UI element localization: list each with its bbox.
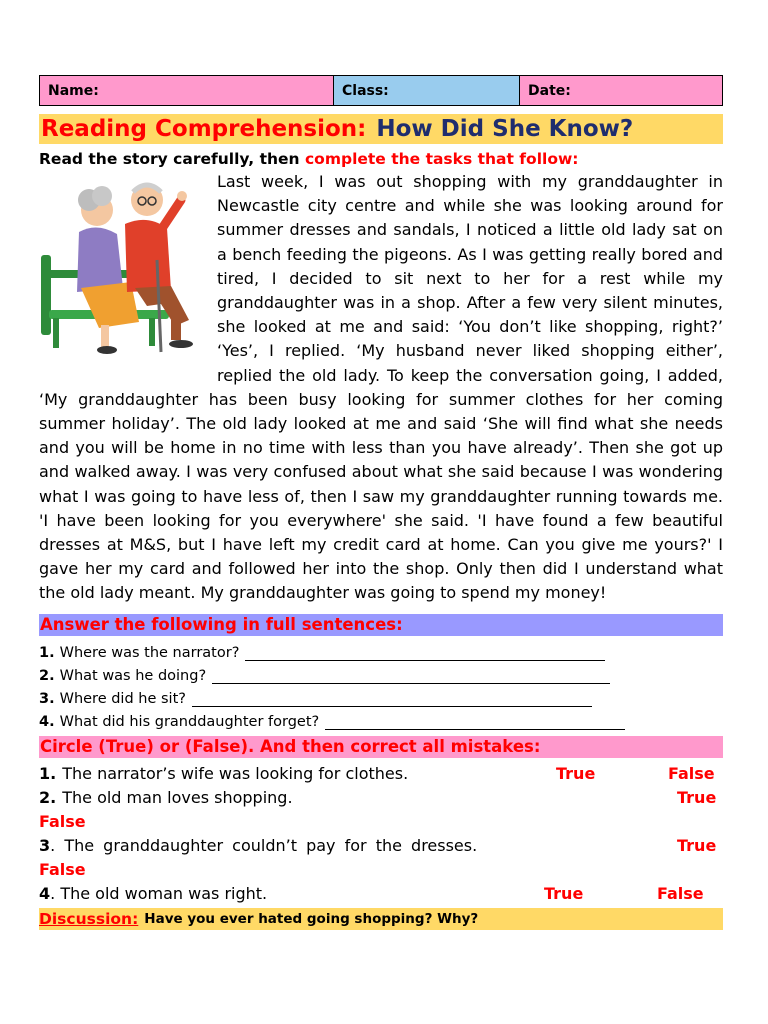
elderly-couple-illustration [39,170,211,360]
student-info-table [39,75,723,106]
true-option[interactable]: True [556,764,596,784]
true-option[interactable]: True [677,836,717,856]
question-number: 2. [39,667,55,684]
section2-title: Circle (True) or (False). And then correct all mistakes: [40,737,541,757]
statement-number: 4 [39,884,51,904]
worksheet [39,75,723,930]
question-number: 4. [39,713,55,730]
question-text: What was he doing? [59,667,207,684]
date-field[interactable] [520,76,722,105]
true-option[interactable]: True [677,788,717,808]
page-title [39,114,723,144]
discussion-label: Discussion: [39,909,139,928]
class-label: Class: [342,82,389,99]
statement-number: 1. [39,764,57,784]
list-item [39,882,723,906]
class-field[interactable] [334,76,520,105]
title-part2: How Did She Know? [376,116,634,142]
name-field[interactable] [40,76,334,105]
list-item [39,834,723,858]
false-option[interactable]: False [39,812,86,832]
statement-number: 3 [39,836,51,856]
list-item [39,638,723,661]
answer-line[interactable] [325,715,625,730]
discussion-question: Have you ever hated going shopping? Why? [144,910,479,927]
discussion-bar [39,908,723,930]
section-full-sentences-header [39,614,723,636]
question-list [39,638,723,730]
list-item [39,684,723,707]
title-part1: Reading Comprehension: [41,116,367,142]
statement-text: The narrator’s wife was looking for clothes. [62,764,409,784]
false-option[interactable]: False [39,860,86,880]
date-label: Date: [528,82,571,99]
list-item [39,762,723,786]
list-item [39,786,723,810]
false-option[interactable]: False [668,764,715,784]
statement-text: . The old woman was right. [50,884,268,904]
false-option[interactable]: False [657,884,704,904]
question-text: Where was the narrator? [59,644,240,661]
story-section [39,170,723,606]
section1-title: Answer the following in full sentences: [40,615,403,635]
name-label: Name: [48,82,99,99]
statement-text: . The granddaughter couldn’t pay for the dresses. [50,836,478,856]
story-body: Last week, I was out shopping with my granddaughter in Newcastle city centre and while she was looking around for summer dresses and sandals, I noticed a little old lady sat on a bench feeding the pigeons. As I was getting really bored and tired, I decided to sit next to her for a rest while my granddaughter was in a shop. After a few very silent minutes, she looked at me and said: ‘You don’t like shopping, right?’ ‘Yes’, I replied. ‘My husband never liked shopping either’, replied the old lady. To keep the conversation going, I added, ‘My granddaughter has been busy looking for summer clothes for her coming summer holiday’. The old lady looked at me and said ‘She will find what she needs and you will be home in no time with less than you have already’. Then she got up and walked away. I was very confused about what she said because I was wondering what I was going to have less of, then I saw my granddaughter running towards me. 'I have been looking for you everywhere' she said. 'I have found a few beautiful dresses at M&S, but I have left my credit card at home. Can you give me yours?' I gave her my card and followed her into the shop. Only then did I understand what the old lady meant. My granddaughter was going to spend my money! [39,172,723,603]
instructions-part1: Read the story carefully, then [39,150,300,168]
list-item [39,661,723,684]
instructions-part2: complete the tasks that follow: [304,150,579,168]
list-item [39,707,723,730]
question-number: 3. [39,690,55,707]
question-text: What did his granddaughter forget? [59,713,320,730]
statement-text: The old man loves shopping. [62,788,293,808]
answer-line[interactable] [212,669,610,684]
question-text: Where did he sit? [59,690,186,707]
question-number: 1. [39,644,55,661]
statement-number: 2. [39,788,57,808]
section-true-false-header [39,736,723,758]
answer-line[interactable] [192,692,592,707]
true-option[interactable]: True [544,884,584,904]
answer-line[interactable] [245,646,605,661]
true-false-list [39,762,723,906]
instructions [39,150,723,168]
